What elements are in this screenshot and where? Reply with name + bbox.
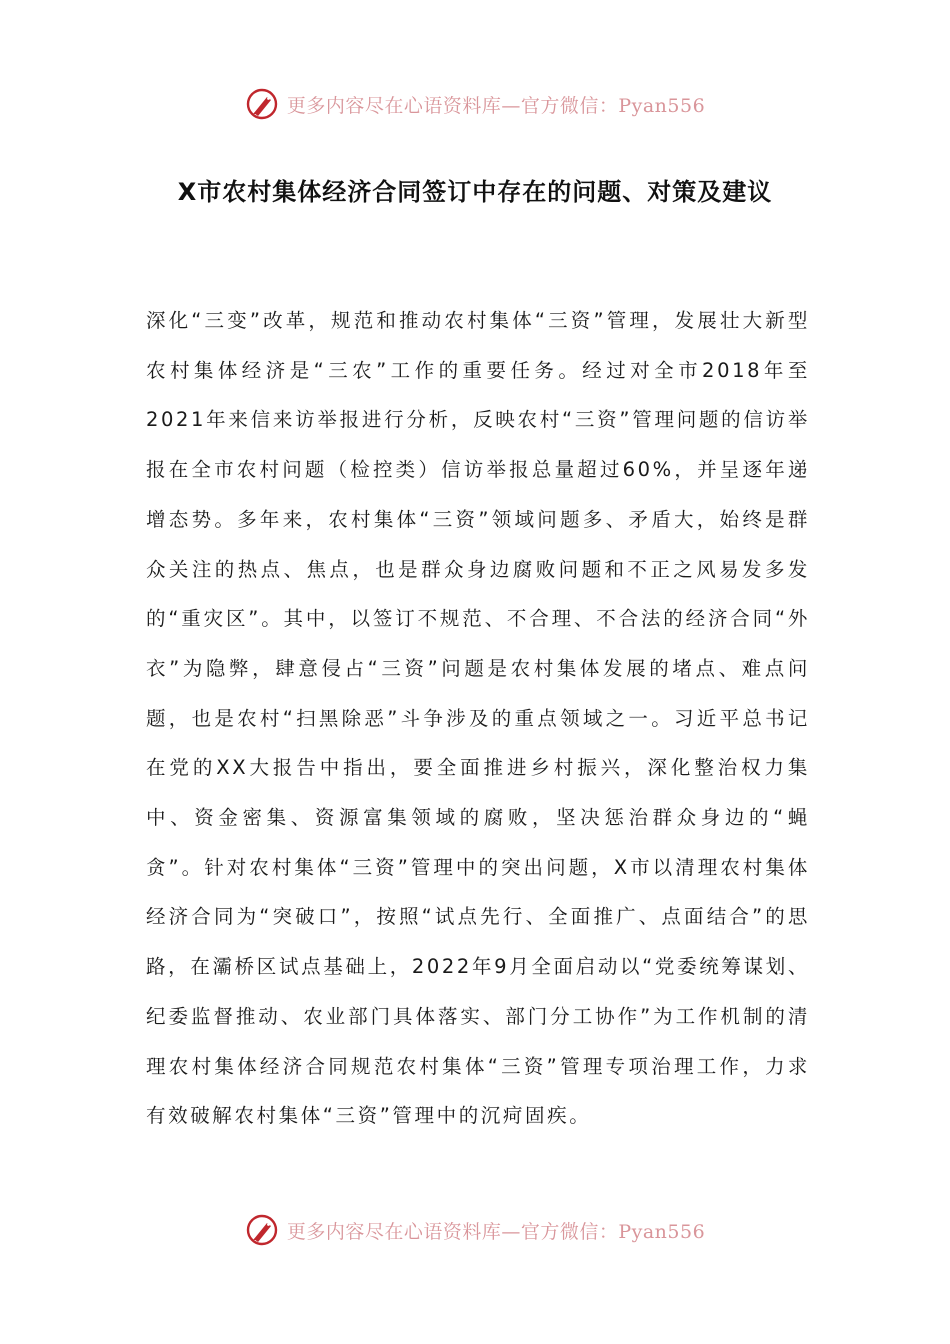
pen-nib-logo-icon <box>245 1213 279 1247</box>
pen-nib-logo-icon <box>245 87 279 121</box>
footer-watermark <box>0 1210 950 1250</box>
watermark-text: 更多内容尽在心语资料库—官方微信：Pyan556 <box>286 1220 706 1243</box>
document-title: X市农村集体经济合同签订中存在的问题、对策及建议 <box>177 178 773 206</box>
body-paragraph: 深化“三变”改革，规范和推动农村集体“三资”管理，发展壮大新型农村集体经济是“三农”工作的重要任务。经过对全市2018年至2021年来信来访举报进行分析，反映农村“三资”管理问题的信访举报在全市农村问题（检控类）信访举报总量超过60%，并呈逐年递增态势。多年来，农村集体“三资”领域问题多、矛盾大，始终是群众关注的热点、焦点，也是群众身边腐败问题和不正之风易发多发的“重灾区”。其中，以签订不规范、不合理、不合法的经济合同“外衣”为隐弊，肆意侵占“三资”问题是农村集体发展的堵点、难点问题，也是农村“扫黑除恶”斗争涉及的重点领域之一。习近平总书记在党的XX大报告中指出，要全面推进乡村振兴，深化整治权力集中、资金密集、资源富集领域的腐败，坚决惩治群众身边的“蝇贪”。针对农村集体“三资”管理中的突出问题，X市以清理农村集体经济合同为“突破口”，按照“试点先行、全面推广、点面结合”的思路，在灞桥区试点基础上，2022年9月全面启动以“党委统筹谋划、纪委监督推动、农业部门具体落实、部门分工协作”为工作机制的清理农村集体经济合同规范农村集体“三资”管理专项治理工作，力求有效破解农村集体“三资”管理中的沉疴固疾。 <box>146 309 810 1128</box>
watermark-text: 更多内容尽在心语资料库—官方微信：Pyan556 <box>286 94 706 117</box>
header-watermark <box>0 84 950 124</box>
